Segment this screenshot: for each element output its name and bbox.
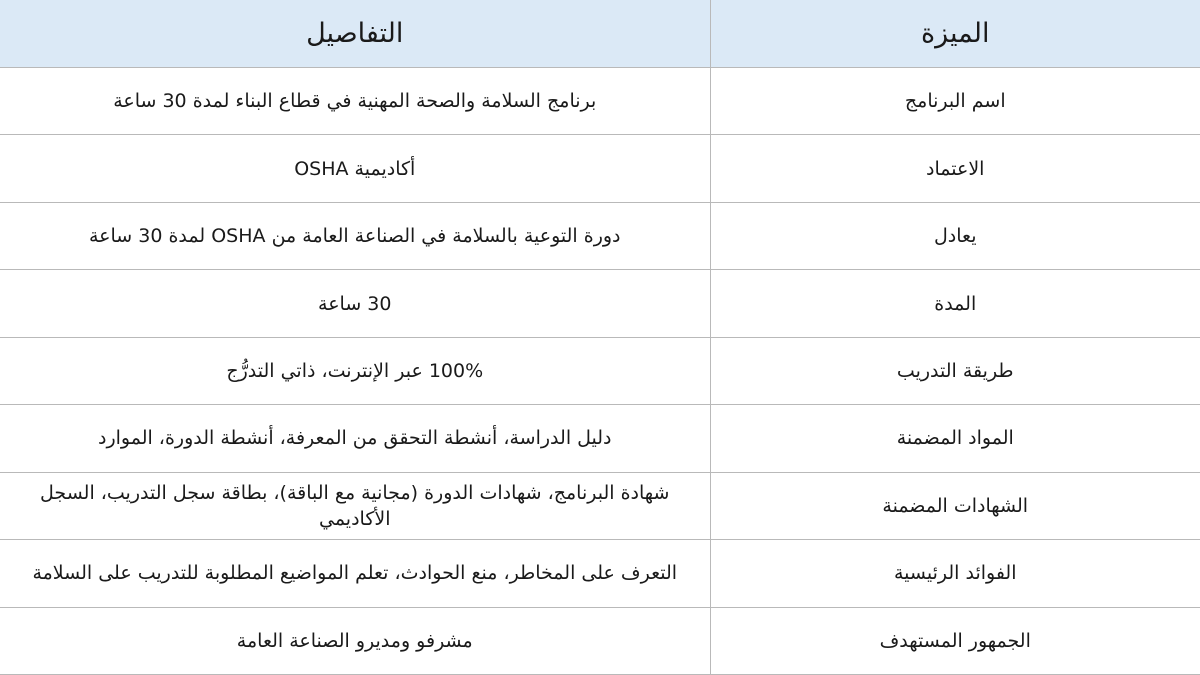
details-cell: برنامج السلامة والصحة المهنية في قطاع البناء لمدة 30 ساعة [0,68,710,135]
table-row [0,337,1200,404]
feature-cell: الجمهور المستهدف [710,607,1200,675]
table-body [0,68,1200,675]
details-cell: أكاديمية OSHA [0,135,710,202]
header-row [0,0,1200,68]
table-row [0,607,1200,675]
table-row [0,135,1200,202]
table-row [0,405,1200,472]
header-details: التفاصيل [0,0,710,68]
feature-cell: الشهادات المضمنة [710,472,1200,539]
table-row [0,472,1200,539]
details-cell: دورة التوعية بالسلامة في الصناعة العامة من OSHA لمدة 30 ساعة [0,202,710,269]
header-feature: الميزة [710,0,1200,68]
table-header [0,0,1200,68]
feature-cell: الاعتماد [710,135,1200,202]
table-row [0,540,1200,607]
details-cell: التعرف على المخاطر، منع الحوادث، تعلم المواضيع المطلوبة للتدريب على السلامة [0,540,710,607]
feature-cell: يعادل [710,202,1200,269]
feature-cell: المواد المضمنة [710,405,1200,472]
table-row [0,68,1200,135]
feature-cell: اسم البرنامج [710,68,1200,135]
table-row [0,270,1200,337]
details-cell: مشرفو ومديرو الصناعة العامة [0,607,710,675]
details-cell: 30 ساعة [0,270,710,337]
details-cell: دليل الدراسة، أنشطة التحقق من المعرفة، أنشطة الدورة، الموارد [0,405,710,472]
details-cell: 100% عبر الإنترنت، ذاتي التدرُّج [0,337,710,404]
details-cell: شهادة البرنامج، شهادات الدورة (مجانية مع الباقة)، بطاقة سجل التدريب، السجل الأكاديمي [0,472,710,539]
feature-cell: المدة [710,270,1200,337]
feature-cell: طريقة التدريب [710,337,1200,404]
table-row [0,202,1200,269]
feature-cell: الفوائد الرئيسية [710,540,1200,607]
